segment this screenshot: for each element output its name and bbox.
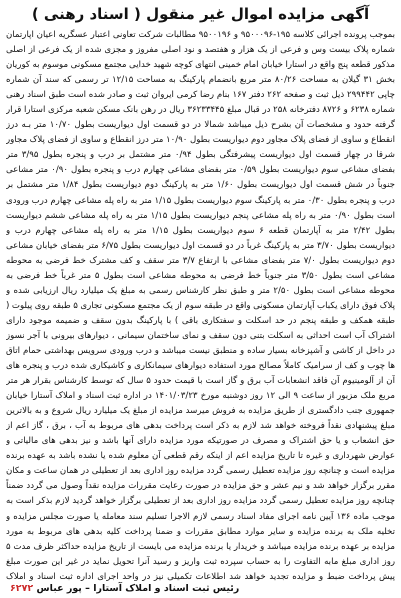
notice-signature: رئیس ثبت اسناد و املاک آستارا – پور عباس [36, 583, 240, 594]
notice-body: بموجب پرونده اجرائی کلاسه ۱۹۵-۹۵۰۰۰۹۶ و ۹۵۰۰۱۹۶ مطالبات شرکت تعاونی اعتبار عسگریه اعیان اپارتمان شماره پلاک بیست وس و فرعی از یک هزار و هفتصد و نود اصلی مفروز و مجزی شده از یک فرعی از اصلی مذکور قطعه پنج واقع در استارا خیابان امام خمینی انتهای کوچه شهید خدایی مجتمع مسکونی موسوم به کوریان بخش ۳۱ گیلان به مساحت ۸۰/۲۶ متر مربع بانضمام پارکینگ به مساحت ۱۲/۱۵ تر رسمی که سند آن شماره چاپی ۲۹۹۴۴۲ ذیل ثبت و صفحه ۲۶۲ دفتر ۱۶۷ بنام رضا کرمی ایروان ثبت و صادر شده است طبق اسناد رهنی شماره ۶۲۳۸ و ۸۷۲۶ دفترخانه ۲۵۸ در قبال مبلغ ۳۶۲۳۳۴۴۵ ریال در رهن بانک مسکن شعبه مرکزی استارا قرار گرفته حدود و مشخصات آن بشرح ذیل میباشد شمالا در دو قسمت اول دیواریست بطول ۱۰/۷۰ متر بـه درز انقطاع و ساوی از فضای پلاک مجاور دوم دیواریست بطول ۱۰/۹۰ متر درز انقطاع و ساوی از فضای پلاک مجاور شرقا در چهار قسمت اول دیواریست پیشرفتگی بطول ۰/۹۴ متر مشتمل بر درب و پنجره بطول ۳/۹۵ متر بفضای مشاعی سوم دیواریست بطول ۰/۵۹ متر بفضای مشاعی چهارم درب و پنجره بطول ۰/۹۰ متر مشاعی جنوباً در شش قسمت اول دیواریست بطول ۱/۶۰ متر به پارکینگ دوم دیواریست بطول ۱/۸۴ متر مشتمل بر درب و پنجره بطول ۰/۳۰ متر به پارکینگ سوم دیواریست بطول ۱/۱۵ متر به راه پله مشاعی چهارم درب ورودی است بطول ۰/۹۰ متر به راه پله مشاعی پنجم دیواریست بطول ۱/۱۵ متر به راه پله مشاعی ششم دیواریست بطول ۲/۴۲ متر به آپارتمان قطعه ۶ سوم دیواریست بطول ۱/۱۵ متر به راه پله مشاعی چهارم درب و دیواریست بطول ۳/۷۰ متر به پارکینگ غرباً در دو قسمت اول دیواریست بطول ۶/۷۵ متر بفضای خیابان مشاعی دوم دیواریست بطول ۷/۰ متر بفضای مشاعی با ارتفاع ۳/۷ متر سقف و کف مشترک خط فرضی به محوطه مشاعی است بطول ۳/۵۰ متر جنوباً خط فرضی به محوطه مشاعی است بطول ۵ متر غرباً خط فرضی به محوطه مشاعی است بطول ۲/۵۰ متر و طبق نظر کارشناس رسمی به مبلغ یک میلیارد ریال ارزیابی شده و پلاک فوق دارای یکباب آپارتمان مسکونی واقع در طبقه سوم از یک مجتمع مسکونی تجاری ۵ طبقه روی پیلوت ( طبقه همکف و طبقه پنجم در حد اسکلت و سفتکاری باقی ) با پارکینگ بدون سقف و ضمیمه موجود دارای اشتراک آب است احداثی به اسکلت بتنی دون سقف و نمای ساختمان سیمانی ، دیوارهای بیرونی با آجر نسوز در داخل از کاشی و آشپزخانه بسیار ساده و منطبق نیست میباشد و درب ورودی سرویس بهداشتی حمام اتاق ها چوب و کف از سرامیک کاملاً مصالح مورد استفاده دیوارهای سیمانکاری و کاشیکاری شده درب و پنجره های آن از آلومینیوم آن فاقد انشعابات آب برق و گاز است با قیمت حدود ۵ سال که توسط کارشناس بقرار هر متر مربع ملک مزبور از ساعت ۹ الی ۱۲ روز دوشنبه مورخ ۱۴۰۱/۰۳/۲۳ در اداره ثبت اسناد و املاک آستارا خیابان جمهوری جنب دادگستری از طریق مزایده به فروش میرسد مزایده از مبلغ یک میلیارد ریال شروع و به بالاترین مبلغ پیشنهادی نقداً فروخته خواهد شد لازم به ذکر است پرداخت بدهی های مربوط به آب ، برق ، گاز اعم از حق انشعاب و یا حق اشتراک و مصرف در صورتیکه مورد مزایده دارای آنها باشد و نیز بدهی های مالیاتی و عوارض شهرداری و غیره تا تاریخ مزایده اعم از اینکه رقم قطعی آن معلوم شده یا نشده باشد به عهده برنده مزایده است و چنانچه روز مزایده تعطیل رسمی گردد مزایده روز اداری بعد از تعطیلی در همان ساعت و مکان مقرر برگزار خواهد شد و نیم عشر و حق مزایده در صورت رعایت مقررات مزایده نقداً وصول می گردد ضمناً چنانچه روز مزایده تعطیل رسمی گردد مزایده روز اداری بعد از تعطیلی برگزار خواهد گردید لازم بذکر است به موجب ماده ۱۳۶ آیین نامه اجرای مفاد اسناد رسمی لازم الاجرا تسلیم سند معامله یا صورت مجلس مزایده و تخلیه ملک به برنده مزایده و سایر موارد مطابق مقررات و ضمنا پرداخت کلیه بدهی های مربوط به مورد مزایده بر عهده برنده مزایده میباشد و خریدار یا برنده مزایده می بایست از تاریخ مزایده حداکثر ظرف مدت ۵ روز اداری مبلغ مابه التفاوت را به حساب سپرده ثبت واریز و رسید آنرا تحویل نماید در غیر این صورت مبلغ پیش پرداخت ضبط و مزایده تجدید خواهد شد اطلاعات تکمیلی نیز در واحد اجرای اداره ثبت اسناد و املاک [6, 30, 395, 581]
notice-title: آگهی مزایده اموال غیر منقول ( اسناد رهنی ) [31, 5, 370, 23]
notice-footer [10, 583, 239, 594]
notice-code: ۶۲۷۲ [10, 583, 34, 594]
